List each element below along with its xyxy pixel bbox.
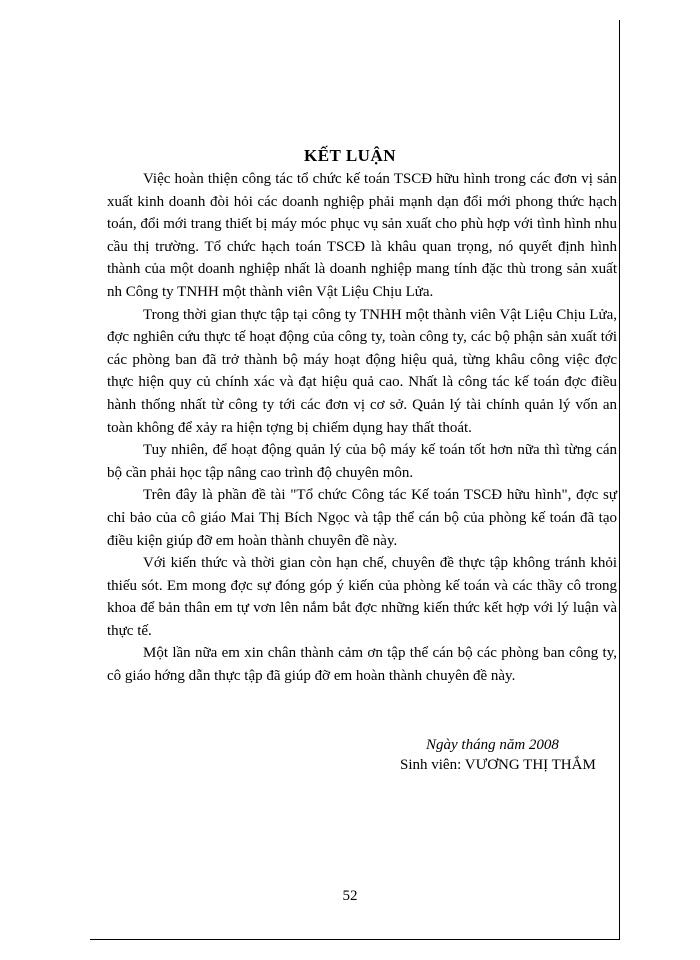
paragraph-2: Trong thời gian thực tập tại công ty TNHH một thành viên Vật Liệu Chịu Lửa, đợc nghiên cứu thực tế hoạt động của công ty, toàn công ty, các bộ phận sản xuất tới các phòng ban đã trở thành bộ máy hoạt động hiệu quả, từng khâu công việc đợc thực hiện quy củ chính xác và đạt hiệu quả cao. Nhất là công tác kế toán đợc điều hành thống nhất từ công ty tới các đơn vị cơ sở. Quản lý tài chính quản lý vốn an toàn không để xảy ra hiện tợng bị chiếm dụng hay thất thoát. [107, 306, 617, 436]
page-title: KẾT LUẬN [303, 146, 396, 165]
conclusion-body [107, 168, 617, 688]
student-name: Sinh viên: VƯƠNG THỊ THẮM [400, 757, 596, 773]
paragraph-5: Với kiến thức và thời gian còn hạn chế, chuyên đề thực tập không tránh khỏi thiếu sót. Em mong đợc sự đóng góp ý kiến của phòng kế toán và các thầy cô trong khoa để bản thân em tự vơn lên nắm bắt đợc những kiến thức kết hợp với lý luận và thực tế. [107, 555, 617, 639]
paragraph-1: Việc hoàn thiện công tác tổ chức kế toán TSCĐ hữu hình trong các đơn vị sản xuất kinh doanh đòi hỏi các doanh nghiệp phải mạnh dạn đổi mới phong thức hạch toán, đổi mới trang thiết bị máy móc phục vụ sản xuất cho phù hợp với tình hình nhu cầu thị trường. Tổ chức hạch toán TSCĐ là khâu quan trọng, nó quyết định hình thành của một doanh nghiệp nhất là doanh nghiệp mang tính đặc thù trong sản xuất nh Công ty TNHH một thành viên Vật Liệu Chịu Lửa. [107, 171, 617, 300]
paragraph-3: Tuy nhiên, để hoạt động quản lý của bộ máy kế toán tốt hơn nữa thì từng cán bộ cần phải học tập nâng cao trình độ chuyên môn. [107, 442, 617, 481]
page-number: 52 [342, 888, 358, 904]
signature-date: Ngày tháng năm 2008 [426, 737, 559, 753]
signature-block [400, 735, 620, 775]
paragraph-4: Trên đây là phần đề tài "Tổ chức Công tác Kế toán TSCĐ hữu hình", đợc sự chỉ bảo của cô giáo Mai Thị Bích Ngọc và tập thể cán bộ của phòng kế toán đã tạo điều kiện giúp đỡ em hoàn thành chuyên đề này. [107, 487, 617, 549]
paragraph-6: Một lần nữa em xin chân thành cảm ơn tập thể cán bộ các phòng ban công ty, cô giáo hớng dẫn thực tập đã giúp đỡ em hoàn thành chuyên đề này. [107, 645, 617, 685]
